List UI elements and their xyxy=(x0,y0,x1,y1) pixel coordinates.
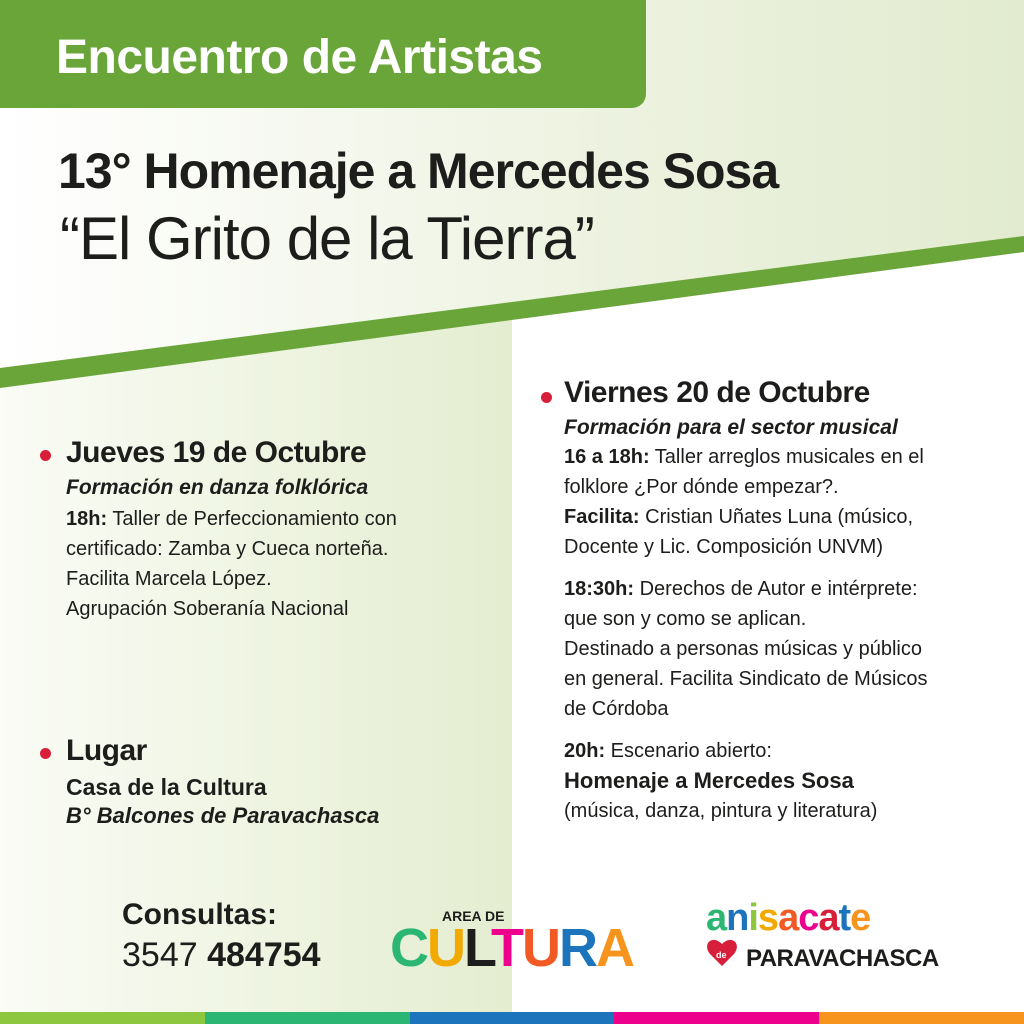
logo-big-text: CULTURA xyxy=(390,918,633,978)
jueves-line-1 xyxy=(66,504,397,534)
viernes-item3-text-1: Escenario abierto: xyxy=(605,740,772,762)
logo-small-text: AREA DE xyxy=(442,908,505,924)
footer-color-strip xyxy=(0,1012,1024,1024)
viernes-item2-time: 18:30h: xyxy=(564,578,635,600)
viernes-item1-line-2: folklore ¿Por dónde empezar?. xyxy=(564,476,839,498)
viernes-item3-bold: Homenaje a Mercedes Sosa xyxy=(564,768,854,793)
viernes-subheading: Formación para el sector musical xyxy=(564,416,898,439)
anisacate-paravachasca-logo xyxy=(704,897,939,977)
viernes-item2-line-5: de Córdoba xyxy=(564,698,669,720)
footer-strip-segment xyxy=(0,1012,205,1024)
contact-phone xyxy=(122,936,321,975)
jueves-heading-text: Jueves 19 de Octubre xyxy=(66,436,367,469)
jueves-section xyxy=(66,436,397,624)
bullet-dot xyxy=(40,748,51,759)
footer-strip-segment xyxy=(205,1012,410,1024)
viernes-item2-line-4: en general. Facilita Sindicato de Músicos xyxy=(564,668,928,690)
logo-de-text: de xyxy=(716,950,727,960)
viernes-heading xyxy=(564,376,928,410)
viernes-item1-line-4: Docente y Lic. Composición UNVM) xyxy=(564,536,883,558)
area-de-cultura-logo xyxy=(390,906,640,978)
jueves-heading xyxy=(66,436,397,470)
viernes-section xyxy=(564,376,928,826)
viernes-item1-facilita-label: Facilita: xyxy=(564,506,640,528)
logo-paravachasca-text: PARAVACHASCA xyxy=(746,945,939,972)
viernes-item3-line-1 xyxy=(564,736,928,766)
logo-anisacate-text: anisacate xyxy=(706,897,871,939)
viernes-item2-text-1: Derechos de Autor e intérprete: xyxy=(634,578,918,600)
jueves-subheading: Formación en danza folklórica xyxy=(66,476,369,499)
viernes-item2-line-1 xyxy=(564,574,928,604)
phone-prefix: 3547 xyxy=(122,936,208,974)
jueves-time: 18h: xyxy=(66,508,108,530)
bullet-dot xyxy=(541,392,552,403)
footer-strip-segment xyxy=(819,1012,1024,1024)
jueves-line-1-text: Taller de Perfeccionamiento con xyxy=(107,508,397,530)
header-banner xyxy=(0,0,646,108)
viernes-item3-line-3: (música, danza, pintura y literatura) xyxy=(564,800,878,822)
lugar-place: Casa de la Cultura xyxy=(66,774,267,800)
phone-number: 484754 xyxy=(207,936,321,974)
lugar-section xyxy=(66,734,379,829)
viernes-item1-text-1: Taller arreglos musicales en el xyxy=(649,446,924,468)
viernes-heading-text: Viernes 20 de Octubre xyxy=(564,376,870,409)
lugar-heading xyxy=(66,734,379,768)
viernes-item1-time: 16 a 18h: xyxy=(564,446,650,468)
jueves-line-2: certificado: Zamba y Cueca norteña. xyxy=(66,538,389,560)
banner-title: Encuentro de Artistas xyxy=(56,31,543,84)
viernes-item1-line-1 xyxy=(564,442,928,472)
lugar-heading-text: Lugar xyxy=(66,734,147,767)
jueves-line-4: Agrupación Soberanía Nacional xyxy=(66,598,349,620)
contact-label: Consultas: xyxy=(122,898,278,931)
bullet-dot xyxy=(40,450,51,461)
footer-strip-segment xyxy=(410,1012,615,1024)
viernes-item2-line-3: Destinado a personas músicas y público xyxy=(564,638,922,660)
viernes-item3-time: 20h: xyxy=(564,740,606,762)
viernes-item1-facilita-text: Cristian Uñates Luna (músico, xyxy=(639,506,914,528)
footer-strip-segment xyxy=(614,1012,819,1024)
viernes-item1-line-3 xyxy=(564,502,928,532)
event-title: 13° Homenaje a Mercedes Sosa xyxy=(58,143,779,199)
jueves-line-3: Facilita Marcela López. xyxy=(66,568,272,590)
event-subtitle: “El Grito de la Tierra” xyxy=(60,205,594,272)
viernes-item2-line-2: que son y como se aplican. xyxy=(564,608,807,630)
lugar-area: B° Balcones de Paravachasca xyxy=(66,803,380,828)
